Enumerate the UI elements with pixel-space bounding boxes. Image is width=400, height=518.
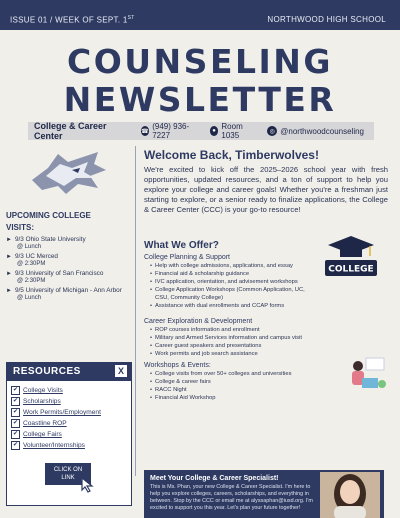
checkbox-icon: ✔ [12, 409, 19, 415]
upcoming-visits-title: UPCOMING COLLEGE VISITS: [6, 211, 91, 232]
resource-link-volunteer[interactable]: ✔ Volunteer/Internships [12, 442, 85, 449]
checkbox-icon: ✔ [12, 442, 19, 448]
instagram-icon: ◎ [267, 126, 277, 136]
checkbox-icon: ✔ [12, 387, 19, 393]
wolf-logo-icon [28, 148, 110, 198]
list-item: ► 9/3 UC Merced @ 2:30PM [6, 253, 58, 267]
list-item: • Help with college admissions, applications, and essay [150, 263, 293, 269]
social-handle: @northwoodcounseling [280, 126, 364, 136]
resources-title: RESOURCES [13, 366, 81, 377]
checkbox-icon: ✔ [12, 398, 19, 404]
phone-item[interactable] [141, 122, 200, 140]
welcome-heading: Welcome Back, Timberwolves! [144, 148, 319, 162]
top-bar [0, 0, 400, 30]
welcome-text: We're excited to kick off the 2025–2026 school year with fresh opportunities, updated resources, and a ton of support to help you explore your college and career goals! Whether you're a freshman just starting to explore, or a senior ready to finalize applications, the College & Career Center (CCC) is your go-to resource! [144, 165, 388, 214]
list-item: • Career guest speakers and presentations [150, 343, 262, 349]
list-item: • College visits from over 50+ colleges and universities [150, 371, 292, 377]
checkbox-icon: ✔ [12, 431, 19, 437]
resource-link-work-permits[interactable]: ✔ Work Permits/Employment [12, 409, 101, 416]
cursor-icon [81, 477, 95, 493]
list-item: • ROP courses information and enrollment [150, 327, 260, 333]
specialist-text: This is Ms. Phan, your new College & Career Specialist. I'm here to help you explore colleges, careers, scholarships, and everything in between. Stop by the CCC or email me at alyssaphan@iusd.org. I'm excited to support you this year. Let's plan your future together! [150, 484, 313, 511]
arrow-icon: ► [6, 254, 12, 260]
close-icon[interactable]: X [115, 365, 127, 377]
resources-window [6, 362, 132, 506]
list-item: • Military and Armed Services information and campus visit [150, 335, 302, 341]
list-item: ► 9/5 University of Michigan - Ann Arbor @ Lunch [6, 287, 122, 301]
title-line-2: NEWSLETTER [63, 80, 337, 119]
location-pin-icon: ● [210, 126, 219, 136]
arrow-icon: ► [6, 271, 12, 277]
left-column [0, 140, 134, 518]
list-item: • Work permits and job search assistance [150, 351, 258, 357]
column-divider [135, 146, 136, 476]
list-item: • IVC application, orientation, and advisement workshops [150, 279, 298, 285]
list-item: • Assistance with dual enrollments and CCAP forms [150, 303, 285, 309]
resources-header [7, 363, 131, 381]
list-item: • College Application Workshops (Common Application, UC, CSU, Community College) [150, 287, 305, 301]
list-item: ► 9/3 University of San Francisco @ 2:30PM [6, 270, 104, 284]
contact-bar [28, 122, 374, 140]
section-workshops: Workshops & Events: • College visits from over 50+ colleges and universities • College & career fairs • RACC Night • Financial Aid Workshop [144, 362, 388, 402]
specialist-title: Meet Your College & Career Specialist! [150, 475, 279, 482]
section-college-planning: College Planning & Support • Help with college admissions, applications, and essay • Financial aid & scholarship guidance • IVC application, orientation, and advisement workshops • College Application Workshops (Common Application, UC, CSU, Community College) • Assistance with dual enrollments and CCAP forms [144, 254, 388, 310]
resource-link-scholarships[interactable]: ✔ Scholarships [12, 398, 61, 405]
section-career-exploration: Career Exploration & Development • ROP courses information and enrollment • Military and Armed Services information and campus visit • Career guest speakers and presentations • Work permits and job search assistance [144, 318, 388, 358]
resources-list [11, 385, 101, 451]
room-item [210, 122, 258, 140]
list-item: • College & career fairs [150, 379, 211, 385]
social-item[interactable] [267, 126, 364, 136]
specialist-box [144, 470, 384, 518]
student-illustration-icon [344, 354, 388, 394]
resource-link-college-visits[interactable]: ✔ College Visits [12, 387, 63, 394]
list-item: ► 9/3 Ohio State University @ Lunch [6, 236, 86, 250]
arrow-icon: ► [6, 288, 12, 294]
school-name: NORTHWOOD HIGH SCHOOL [267, 15, 386, 24]
resource-link-coastline-rop[interactable]: ✔ Coastline ROP [12, 420, 67, 427]
specialist-photo [320, 472, 380, 518]
phone-text: (949) 936-7227 [152, 122, 190, 140]
list-item: • Financial Aid Workshop [150, 395, 216, 401]
issue-label: ISSUE 01 / WEEK OF SEPT. 1ST [10, 15, 135, 25]
college-badge-text: COLLEGE [328, 264, 374, 275]
arrow-icon: ► [6, 237, 12, 243]
room-text: Room 1035 [221, 122, 243, 140]
click-on-link-button[interactable]: CLICK ON LINK [45, 463, 91, 485]
resource-link-college-fairs[interactable]: ✔ College Fairs [12, 431, 62, 438]
title-line-1: COUNSELING [66, 42, 333, 81]
list-item: • RACC Night [150, 387, 187, 393]
phone-icon: ☎ [141, 126, 150, 136]
list-item: • Financial aid & scholarship guidance [150, 271, 250, 277]
visits-list [6, 236, 132, 304]
center-name: College & Career Center [34, 121, 107, 141]
offer-heading: What We Offer? [144, 240, 219, 251]
checkbox-icon: ✔ [12, 420, 19, 426]
